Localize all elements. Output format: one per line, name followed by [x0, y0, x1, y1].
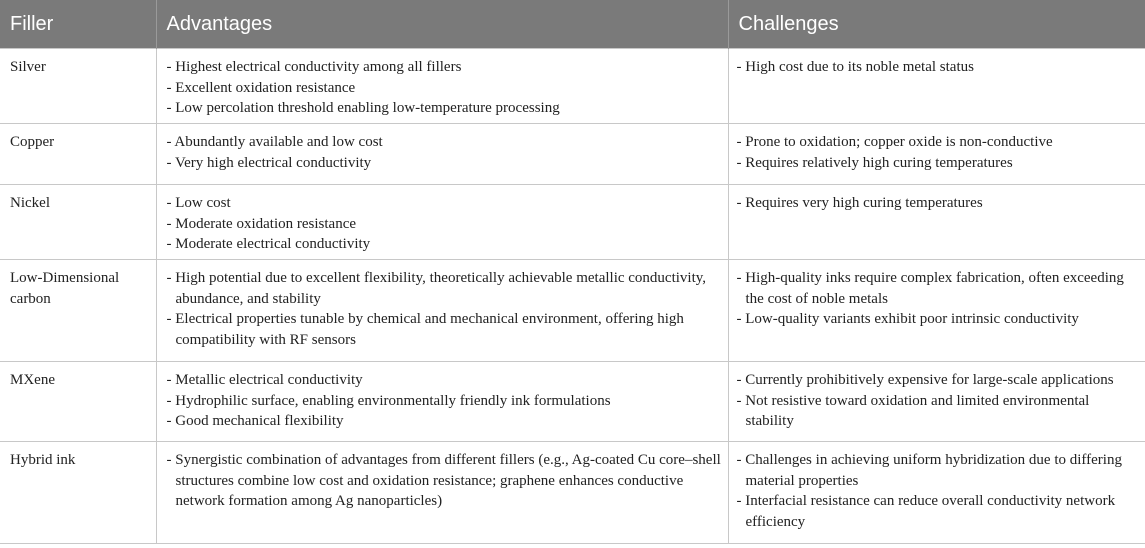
filler-cell: Copper — [0, 124, 156, 185]
challenges-list — [737, 370, 1140, 432]
advantage-item: - Metallic electrical conductivity — [166, 372, 363, 388]
table-row — [0, 49, 1145, 124]
header-advantages: Advantages — [156, 0, 728, 49]
filler-cell: Hybrid ink — [0, 442, 156, 544]
challenges-cell — [728, 124, 1145, 185]
table-row — [0, 362, 1145, 442]
challenges-cell — [728, 362, 1145, 442]
advantages-list — [167, 370, 722, 432]
challenges-list — [737, 193, 1140, 214]
advantage-item: - Low cost — [166, 195, 231, 211]
challenge-item: - Requires very high curing temperatures — [736, 195, 983, 211]
advantages-cell — [156, 185, 728, 260]
challenges-list — [737, 450, 1140, 532]
challenge-item: - High-quality inks require complex fabrication, often exceeding the cost of noble metals — [736, 270, 1124, 307]
challenges-list — [737, 57, 1140, 78]
table-row — [0, 124, 1145, 185]
header-filler: Filler — [0, 0, 156, 49]
filler-cell: MXene — [0, 362, 156, 442]
advantages-cell — [156, 49, 728, 124]
advantages-cell — [156, 442, 728, 544]
challenges-list — [737, 132, 1140, 173]
advantages-cell — [156, 124, 728, 185]
advantage-item: - Highest electrical conductivity among all fillers — [166, 59, 462, 75]
challenge-item: - Low-quality variants exhibit poor intrinsic conductivity — [736, 311, 1079, 327]
challenges-cell — [728, 442, 1145, 544]
advantage-item: - Good mechanical flexibility — [166, 413, 344, 429]
challenge-item: - Not resistive toward oxidation and limited environmental stability — [736, 392, 1090, 429]
advantages-list — [167, 57, 722, 119]
table-row — [0, 185, 1145, 260]
advantages-list — [167, 193, 722, 255]
advantages-cell — [156, 362, 728, 442]
challenges-cell — [728, 49, 1145, 124]
advantage-item: - Electrical properties tunable by chemical and mechanical environment, offering high compatibility with RF sensors — [166, 311, 684, 348]
advantage-item: - Very high electrical conductivity — [166, 154, 372, 171]
challenges-cell — [728, 260, 1145, 362]
table-row — [0, 442, 1145, 544]
advantages-list — [167, 450, 722, 512]
table-body — [0, 49, 1145, 544]
advantages-list — [167, 132, 722, 173]
challenge-item: - Requires relatively high curing temperatures — [736, 154, 1013, 171]
challenge-item: - Challenges in achieving uniform hybridization due to differing material properties — [736, 452, 1122, 489]
advantage-item: - Excellent oxidation resistance — [166, 79, 356, 96]
challenges-list — [737, 268, 1140, 330]
challenge-item: - Prone to oxidation; copper oxide is non-conductive — [736, 134, 1053, 150]
header-challenges: Challenges — [728, 0, 1145, 49]
advantage-item: - Moderate oxidation resistance — [166, 215, 357, 232]
advantage-item: - Moderate electrical conductivity — [166, 236, 371, 252]
advantages-list — [167, 268, 722, 350]
advantage-item: - Synergistic combination of advantages from different fillers (e.g., Ag-coated Cu core–shell structures combine low cost and oxidation resistance; graphene enhances conductive network formation among Ag nanoparticles) — [166, 452, 721, 509]
filler-cell: Nickel — [0, 185, 156, 260]
advantage-item: - High potential due to excellent flexibility, theoretically achievable metallic conductivity, abundance, and stability — [166, 270, 707, 307]
challenge-item: - Currently prohibitively expensive for large-scale applications — [736, 372, 1114, 388]
challenge-item: - Interfacial resistance can reduce overall conductivity network efficiency — [736, 493, 1116, 530]
header-row — [0, 0, 1145, 49]
advantage-item: - Abundantly available and low cost — [166, 134, 383, 150]
filler-cell: Silver — [0, 49, 156, 124]
table-row — [0, 260, 1145, 362]
table-header — [0, 0, 1145, 49]
advantages-cell — [156, 260, 728, 362]
challenge-item: - High cost due to its noble metal status — [736, 59, 974, 75]
filler-cell: Low-Dimensional carbon — [0, 260, 156, 362]
advantage-item: - Hydrophilic surface, enabling environmentally friendly ink formulations — [166, 392, 611, 409]
challenges-cell — [728, 185, 1145, 260]
advantage-item: - Low percolation threshold enabling low-temperature processing — [166, 100, 560, 116]
